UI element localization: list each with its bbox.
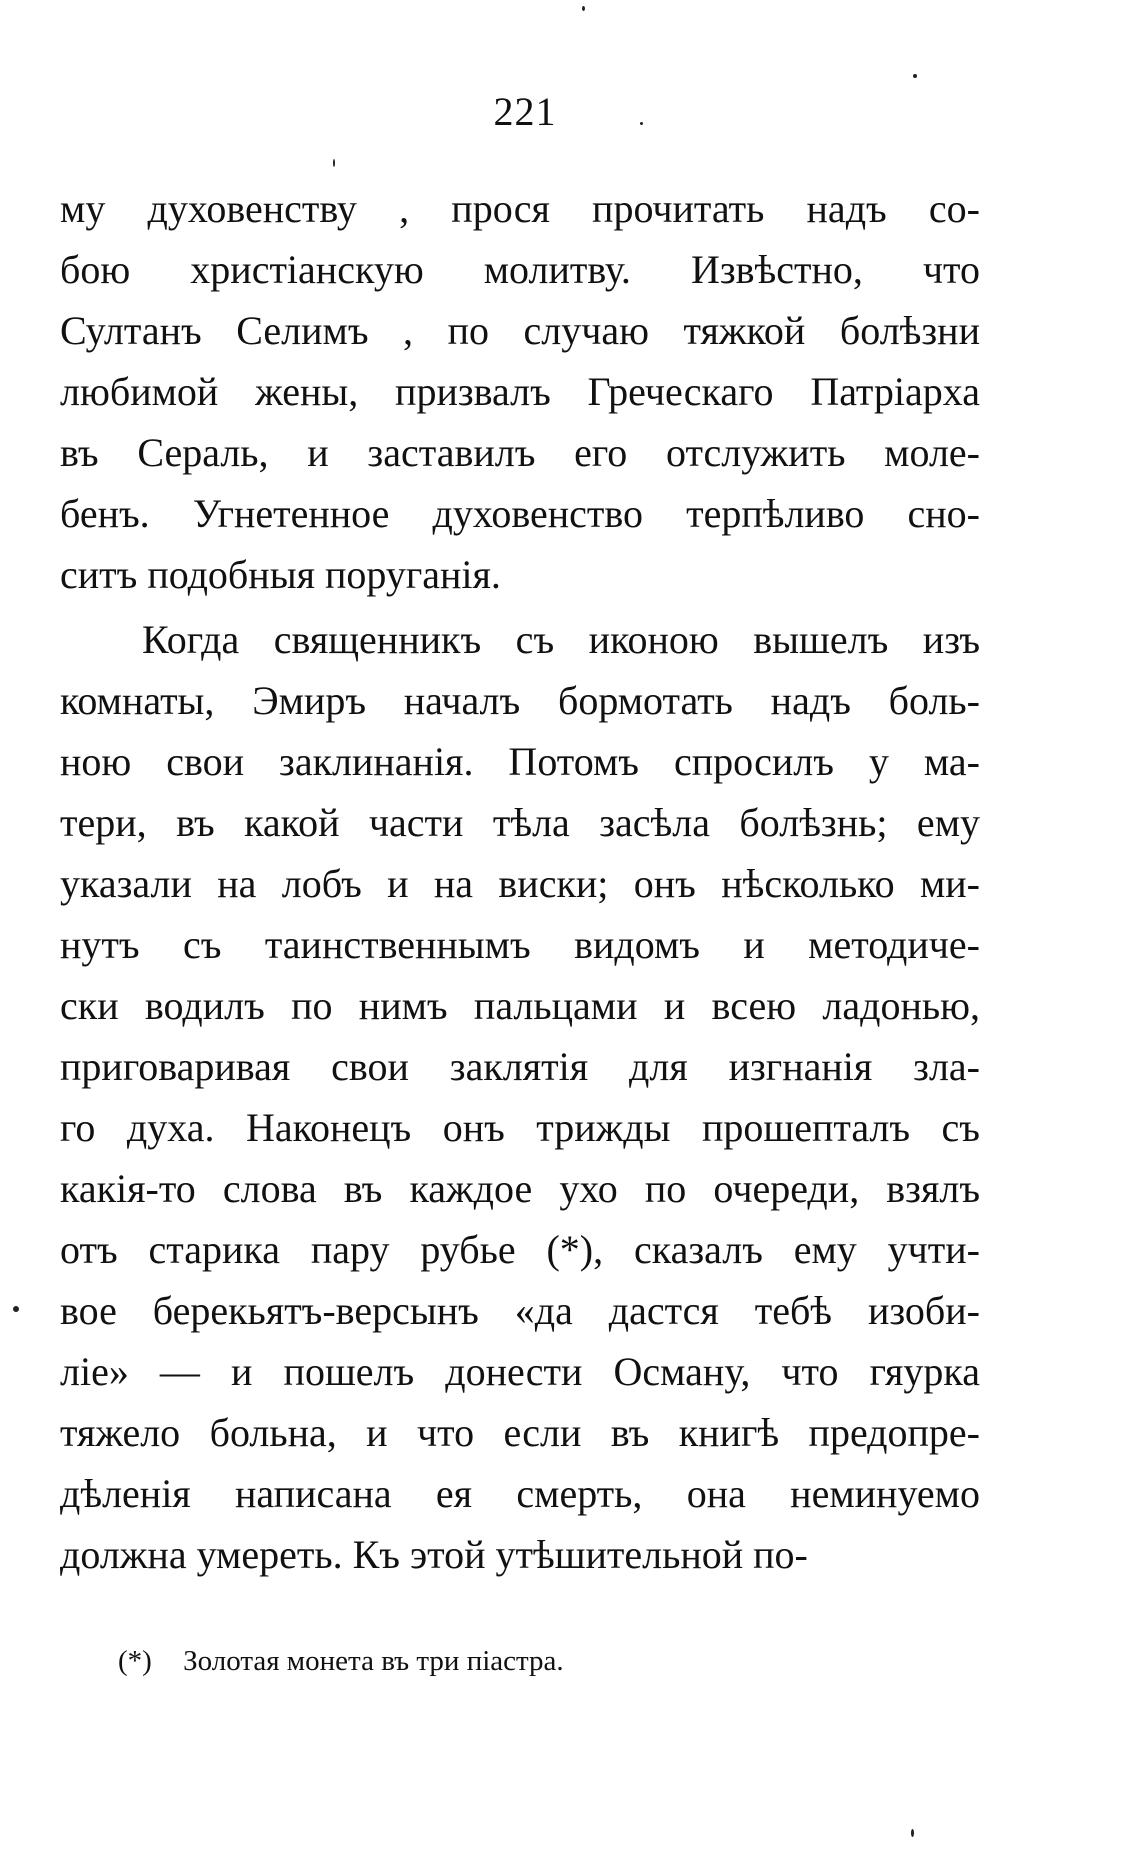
text-line: какія-то слова въ каждое ухо по очереди, взялъ bbox=[60, 1166, 980, 1211]
text-line: дѣленія написана ея смерть, она неминуемо bbox=[60, 1471, 980, 1516]
text-line: ситъ подобныя поруганія. bbox=[60, 552, 501, 597]
footnote bbox=[118, 1645, 564, 1678]
scan-speck bbox=[13, 1306, 19, 1312]
text-line: вое берекьятъ-версынъ «да дастся тебѣ изоби- bbox=[60, 1288, 980, 1333]
text-line: му духовенству , прося прочитать надъ со- bbox=[60, 186, 980, 231]
text-line: бенъ. Угнетенное духовенство терпѣливо сно- bbox=[60, 491, 980, 536]
text-line: комнаты, Эмиръ началъ бормотать надъ боль- bbox=[60, 678, 980, 723]
scan-speck bbox=[582, 6, 585, 11]
text-line: ліе» — и пошелъ донести Осману, что гяурка bbox=[60, 1349, 980, 1394]
scan-speck bbox=[913, 74, 917, 78]
text-line: го духа. Наконецъ онъ трижды прошепталъ съ bbox=[60, 1105, 980, 1150]
text-line: тери, въ какой части тѣла засѣла болѣзнь; ему bbox=[60, 800, 980, 845]
text-line: Султанъ Селимъ , по случаю тяжкой болѣзни bbox=[60, 308, 980, 353]
text-line: отъ старика пару рубье (*), сказалъ ему учти- bbox=[60, 1227, 980, 1272]
text-line: любимой жены, призвалъ Греческаго Патріарха bbox=[60, 369, 980, 414]
text-line: приговаривая свои заклятія для изгнанія зла- bbox=[60, 1044, 980, 1089]
scan-speck bbox=[911, 1829, 914, 1837]
text-line: Когда священникъ съ иконою вышелъ изъ bbox=[142, 617, 980, 662]
text-line: указали на лобъ и на виски; онъ нѣсколько ми- bbox=[60, 861, 980, 906]
text-line: нутъ съ таинственнымъ видомъ и методиче- bbox=[60, 922, 980, 967]
footnote-text: Золотая монета въ три піастра. bbox=[183, 1645, 564, 1677]
text-line: въ Сераль, и заставилъ его отслужить моле- bbox=[60, 430, 980, 475]
text-line: тяжело больна, и что если въ книгѣ предопре- bbox=[60, 1410, 980, 1455]
text-line: ною свои заклинанія. Потомъ спросилъ у ма- bbox=[60, 739, 980, 784]
page-number: 221 bbox=[493, 89, 557, 134]
scan-speck bbox=[333, 159, 335, 167]
footnote-mark: (*) bbox=[118, 1645, 152, 1677]
body-text bbox=[60, 178, 980, 1585]
scan-speck bbox=[640, 122, 643, 125]
text-line: бою христіанскую молитву. Извѣстно, что bbox=[60, 247, 980, 292]
text-line: ски водилъ по нимъ пальцами и всею ладонью, bbox=[60, 983, 980, 1028]
text-line: должна умереть. Къ этой утѣшительной по- bbox=[60, 1532, 808, 1577]
